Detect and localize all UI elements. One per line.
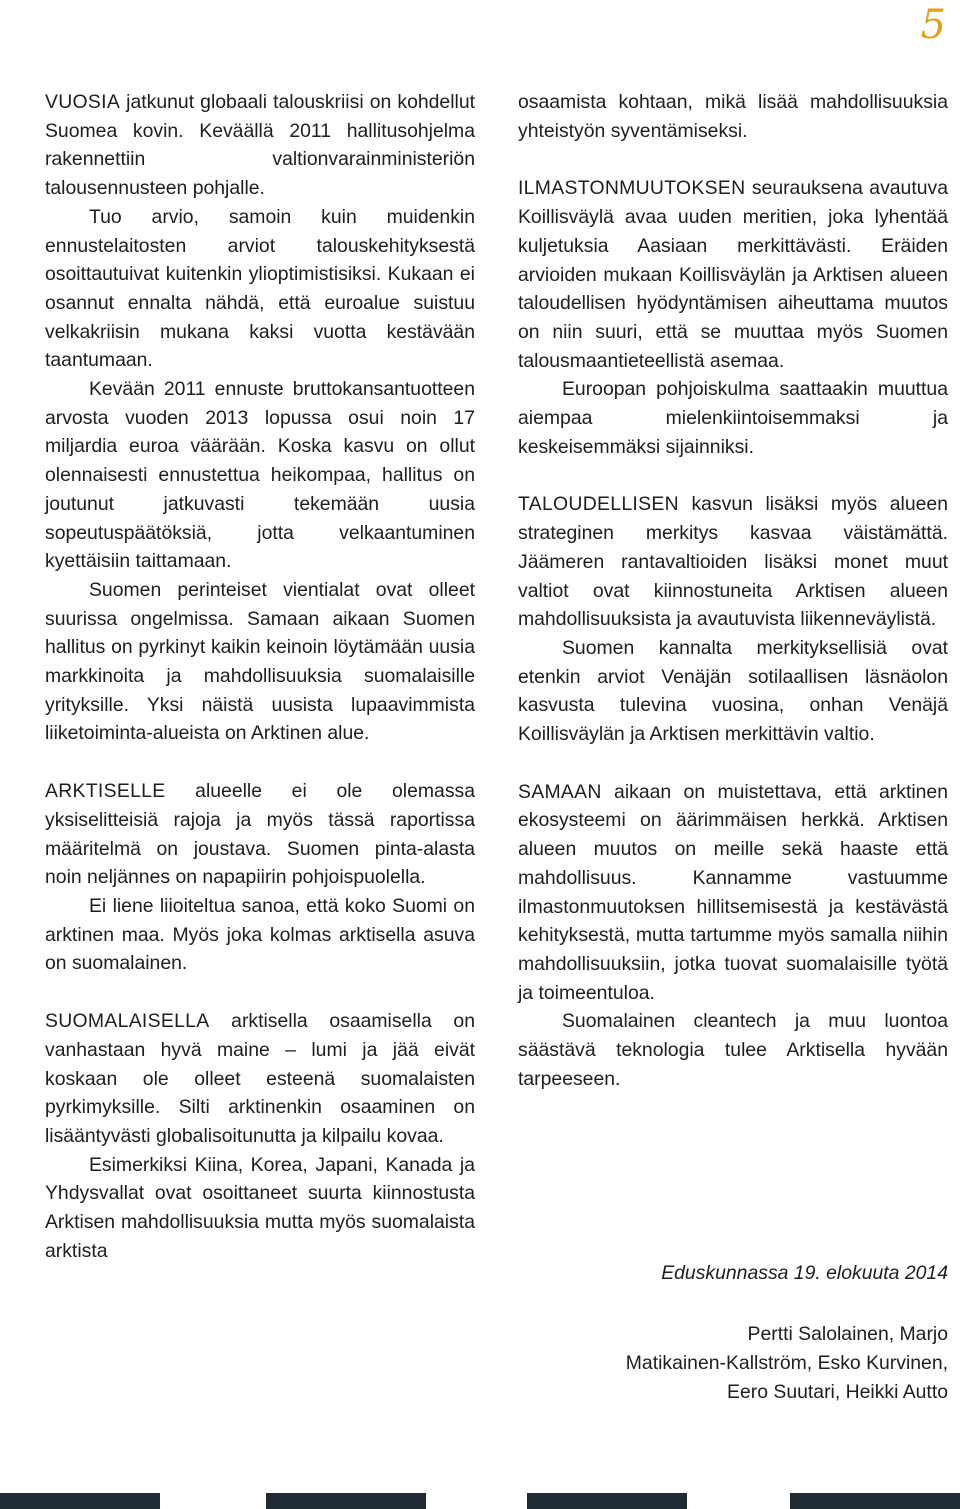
lead-word: VUOSIA [45, 91, 121, 113]
paragraph-text: alueelle ei ole olemassa yksiselitteisiä rajoja ja myös tässä raportissa määritelmä on joustava. Suomen pinta-alasta noin neljännes on napapiirin pohjoispuolella. [45, 780, 475, 889]
paragraph-text: arktisella osaamisella on vanhastaan hyvä maine – lumi ja jää eivät koskaan ole olleet esteenä suomalaisten pyrkimyksille. Silti arktinenkin osaaminen on lisääntyvästi globalisoitunutta ja kilpailu kovaa. [45, 1010, 475, 1147]
paragraph-text: jatkunut globaali talouskriisi on kohdellut Suomea kovin. Keväällä 2011 hallitusohjelma rakennettiin valtionvarainministeriön talousennusteen pohjalle. [45, 91, 475, 200]
section-ilmastonmuutoksen [518, 174, 948, 461]
footer-bar-segment [527, 1493, 687, 1509]
signature-line: Eero Suutari, Heikki Autto [727, 1381, 948, 1403]
dateline: Eduskunnassa 19. elokuuta 2014 [661, 1262, 948, 1284]
paragraph-text: aikaan on muistettava, että arktinen ekosysteemi on äärimmäisen herkkä. Arktisen alueen muutos on meille sekä haaste että mahdollisuus. Kannamme vastuumme ilmastonmuutoksen hillitsemisestä ja kestävästä kehityksestä, mutta tartumme myös samalla niihin mahdollisuuksiin, jotka tuovat suomalaisille työtä ja toimeentuloa. [518, 780, 948, 1004]
paragraph [518, 174, 948, 375]
signature-block [518, 1320, 948, 1407]
paragraph: Suomen perinteiset vientialat ovat olleet suurissa ongelmissa. Samaan aikaan Suomen hallitus on pyrkinyt kaikin keinoin löytämään uusia markkinoita ja mahdollisuuksia suomalaisille yrityksille. Yksi näistä uusista lupaavimmista liiketoiminta-alueista on Arktinen alue. [45, 578, 475, 745]
signature-line: Matikainen-Kallström, Esko Kurvinen, [625, 1352, 948, 1374]
lead-word: TALOUDELLISEN [518, 493, 679, 516]
page-number: 5 [920, 2, 946, 48]
paragraph-text: kasvun lisäksi myös alueen strateginen merkitys kasvaa väistämättä. Jäämeren rantavaltioiden lisäksi monet muut valtiot ovat kiinnostuneita Arktisen alueen mahdollisuuksista ja avautuvista liikenneväylistä. [518, 493, 948, 631]
left-column [45, 88, 475, 1294]
paragraph: Suomen kannalta merkityksellisiä ovat etenkin arviot Venäjän sotilaallisen läsnäolon kasvusta tulevina vuosina, onhan Venäjä Koillisväylän ja Arktisen merkittävin valtio. [518, 636, 948, 746]
paragraph: Esimerkiksi Kiina, Korea, Japani, Kanada ja Yhdysvallat ovat osoittaneet suurta kiinnostusta Arktisen mahdollisuuksia mutta myös suomalaista arktista [45, 1153, 475, 1262]
lead-word: ARKTISELLE [45, 780, 166, 803]
section-suomalaisella [45, 1007, 475, 1265]
paragraph [45, 1007, 475, 1151]
paragraph [518, 778, 948, 1008]
section-arktiselle [45, 777, 475, 978]
paragraph [45, 88, 475, 203]
lead-word: ILMASTONMUUTOKSEN [518, 177, 746, 200]
section-samaan [518, 778, 948, 1094]
paragraph: Kevään 2011 ennuste bruttokansantuotteen arvosta vuoden 2013 lopussa osui noin 17 miljardia euroa väärään. Koska kasvu on ollut olennaisesti ennustettua heikompaa, hallitus on joutunut jatkuvasti tekemään uusia sopeutuspäätöksiä, jotta velkaantuminen kyettäisiin taittamaan. [45, 378, 475, 573]
paragraph [45, 777, 475, 892]
paragraph-text: seurauksena avautuva Koillisväylä avaa uuden meritien, joka lyhentää kuljetuksia Aasiaan merkittävästi. Eräiden arvioiden mukaan Koillisväylän ja Arktisen alueen taloudellisen hyödyntämisen aiheuttama muutos on niin suuri, että se muuttaa myös Suomen talousmaantieteellistä asemaa. [518, 177, 948, 372]
paragraph: Tuo arvio, samoin kuin muidenkin ennustelaitosten arviot talouskehityksestä osoittautuivat kuitenkin ylioptimistisiksi. Kukaan ei osannut ennalta nähdä, että euroalue suistuu velkakriisin mukana kaksi vuotta kestävään taantumaan. [45, 205, 475, 372]
signature-line: Pertti Salolainen, Marjo [747, 1323, 948, 1345]
section-continuation [518, 88, 948, 145]
paragraph: osaamista kohtaan, mikä lisää mahdollisuuksia yhteistyön syventämiseksi. [518, 91, 948, 142]
footer-bar-segment [790, 1493, 960, 1509]
section-vuosia [45, 88, 475, 748]
paragraph: Euroopan pohjoiskulma saattaakin muuttua aiempaa mielenkiintoisemmaksi ja keskeisemmäksi sijainniksi. [518, 378, 948, 458]
section-taloudellisen [518, 490, 948, 748]
lead-word: SUOMALAISELLA [45, 1010, 210, 1033]
footer-bar-segment [266, 1493, 426, 1509]
paragraph: Suomalainen cleantech ja muu luontoa säästävä teknologia tulee Arktisella hyvään tarpeeseen. [518, 1010, 948, 1090]
paragraph [518, 490, 948, 634]
right-column [518, 88, 948, 1123]
footer-bar-segment [0, 1493, 160, 1509]
lead-word: SAMAAN [518, 780, 602, 803]
paragraph: Ei liene liioiteltua sanoa, että koko Suomi on arktinen maa. Myös joka kolmas arktisella asuva on suomalainen. [45, 894, 475, 975]
